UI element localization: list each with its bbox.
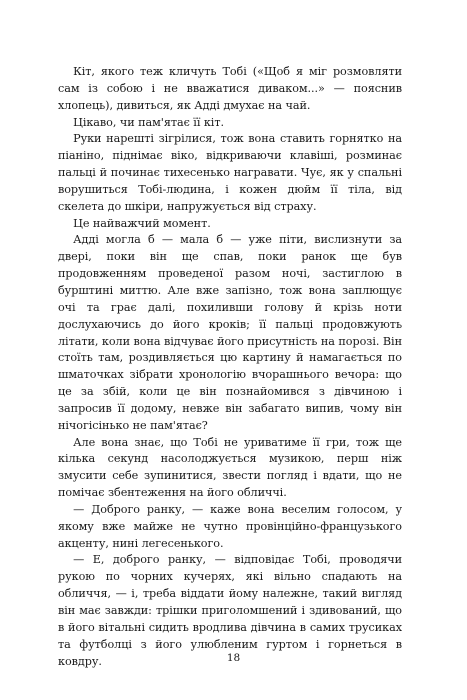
paragraph-6: Але вона знає, що Тобі не уриватиме її гри, тож ще кілька секунд насолоджується музикою, перш ніж змусити себе зупинитися, звести погляд і вдати, що не помічає збентеження на його обличчі. [58, 435, 402, 500]
paragraph-4: Це найважчий момент. [73, 216, 211, 230]
paragraph-8: — Е, доброго ранку, — відповідає Тобі, проводячи рукою по чорних кучерях, які вільно спадають на обличчя, — і, треба віддати йому належне, такий вигляд він має завжди: трішки приголомшений і здивований, що в його вітальні сидить вродлива дівчина в самих трусиках та футболці з його улюбленим гуртом і горнеться в ковдру. [58, 553, 402, 668]
page-number: 18 [226, 652, 241, 664]
paragraph-7: — Доброго ранку, — каже вона веселим голосом, у якому вже майже не чутно провінційно-французького акценту, нині легесенького. [58, 502, 402, 550]
body-text [58, 64, 402, 670]
paragraph-3: Руки нарешті зігрілися, тож вона ставить горнятко на піаніно, піднімає віко, відкриваючи клавіші, розминає пальці й починає тихесенько награвати. Чує, як у спальні ворушиться Тобі-людина, і кожен дюйм її тіла, від скелета до шкіри, напружується від страху. [58, 132, 402, 213]
paragraph-5: Адді могла б — мала б — уже піти, вислизнути за двері, поки він ще спав, поки ранок ще був продовженням проведеної разом ночі, застиглою в бурштині миттю. Але вже запізно, тож вона заплющує очі та грає далі, похиливши голову й крізь ноти дослухаючись до його кроків; її пальці продовжують літати, коли вона відчуває його присутність на порозі. Він стоїть там, роздивляється цю картину й намагається по шматочках зібрати хронологію вчорашнього вечора: що це за збій, коли це він познайомився з дівчиною і запросив її додому, невже він забагато випив, чому він нічогісінько не пам'ятає? [58, 233, 402, 432]
paragraph-1: Кіт, якого теж кличуть Тобі («Щоб я міг розмовляти сам із собою і не вважатися диваком...» — пояснив хлопець), дивиться, як Адді дмухає на чай. [58, 65, 402, 112]
paragraph-2: Цікаво, чи пам'ятає її кіт. [73, 115, 224, 129]
